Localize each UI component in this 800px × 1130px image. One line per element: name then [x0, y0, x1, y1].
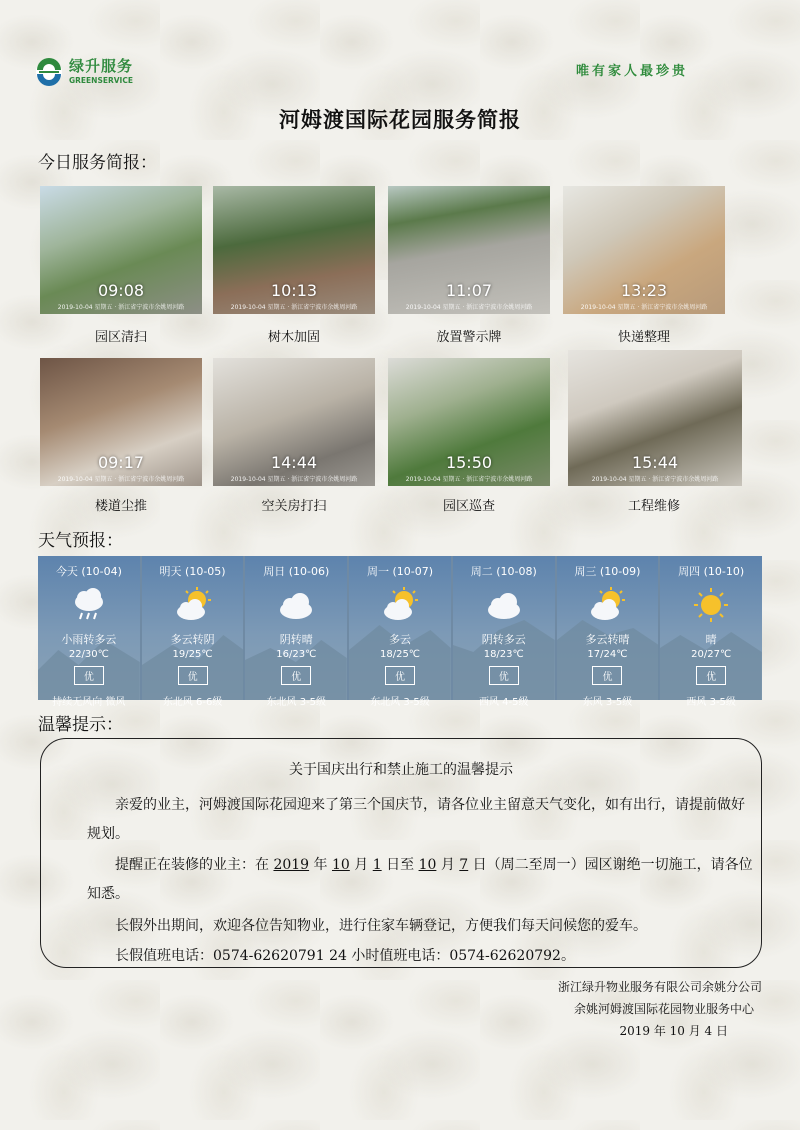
photo-corridor-mopping: [40, 358, 202, 486]
weather-day: [453, 556, 555, 708]
weather-wind: 东风 3-5级: [582, 697, 633, 708]
signature-date: 2019 年 10 月 4 日: [619, 1024, 728, 1038]
weather-wind: 东北风 3-5级: [370, 697, 430, 708]
photo-warning-sign: [388, 186, 550, 314]
weather-date: 周三 (10-09): [574, 565, 641, 578]
weather-temp: 16/23℃: [276, 649, 317, 660]
partly-cloudy-icon: [349, 585, 451, 625]
photo-vacant-room-cleaning: [213, 358, 375, 486]
photo-time: 09:17: [97, 453, 145, 472]
caption-park-cleaning: 园区清扫: [94, 330, 147, 345]
weather-day: [349, 556, 451, 708]
page-header: [0, 0, 800, 95]
slogan: 唯有家人最珍贵: [575, 64, 688, 79]
photo-time: 15:50: [445, 453, 493, 472]
photo-time: 14:44: [270, 453, 318, 472]
partly-cloudy-icon: [142, 585, 244, 625]
weather-aqi-badge: 优: [592, 666, 622, 685]
photo-stamp: 2019-10-04 星期五 · 浙江省宁波市余姚周河路: [405, 476, 533, 483]
notice-p2-text: 年: [313, 857, 328, 873]
rain-cloud-icon: [38, 585, 140, 625]
notice-paragraph-4: 长假值班电话：0574-62620791 24 小时值班电话：0574-62620792。: [115, 948, 575, 964]
caption-maintenance: 工程维修: [627, 499, 680, 514]
photo-time: 11:07: [445, 281, 493, 300]
weather-aqi-badge: 优: [696, 666, 726, 685]
notice-p2-month: 10: [418, 857, 437, 873]
photo-stamp: 2019-10-04 星期五 · 浙江省宁波市余姚周河路: [580, 304, 708, 311]
weather-day: [142, 556, 244, 708]
notice-p2-text: 日（周二至周一）园区谢绝一切施工，请各位知悉。: [87, 857, 753, 902]
photo-time: 13:23: [620, 281, 668, 300]
photo-tree-support: [213, 186, 375, 314]
weather-temp: 19/25℃: [172, 649, 213, 660]
photo-patrol: [388, 358, 550, 486]
notice-p2-day: 1: [372, 857, 382, 873]
weather-aqi-badge: 优: [385, 666, 415, 685]
weather-date: 周日 (10-06): [263, 565, 330, 578]
weather-date: 周四 (10-10): [678, 565, 745, 578]
weather-wind: 持续无风向 微风: [52, 697, 126, 708]
weather-day: [557, 556, 659, 708]
notice-p2-text: 提醒正在装修的业主：在: [115, 857, 269, 873]
notice-p2-text: 日至: [386, 857, 415, 873]
caption-warning-sign: 放置警示牌: [436, 330, 502, 345]
section-title-notice: 温馨提示：: [38, 715, 123, 735]
photo-time: 15:44: [631, 453, 679, 472]
weather-day: [245, 556, 347, 708]
notice-p2-month: 10: [332, 857, 350, 873]
weather-temp: 18/23℃: [483, 649, 524, 660]
sun-icon: [660, 585, 762, 625]
weather-date: 周二 (10-08): [470, 565, 537, 578]
weather-temp: 20/27℃: [691, 649, 732, 660]
section-title-today: 今日服务简报：: [38, 153, 157, 173]
weather-date: 周一 (10-07): [366, 565, 434, 578]
caption-corridor-mopping: 楼道尘推: [94, 499, 147, 514]
notice-paragraph-2: [87, 851, 757, 909]
caption-vacant-room-cleaning: 空关房打扫: [261, 499, 327, 514]
weather-temp: 18/25℃: [379, 649, 421, 660]
weather-desc: 多云转晴: [585, 633, 630, 646]
caption-parcel-sorting: 快递整理: [617, 330, 670, 345]
weather-wind: 东北风 6-6级: [162, 697, 223, 708]
weather-date: 明天 (10-05): [159, 565, 226, 578]
notice-p2-year: 2019: [273, 857, 310, 873]
weather-aqi-badge: 优: [281, 666, 311, 685]
notice-paragraph-1: 亲爱的业主，河姆渡国际花园迎来了第三个国庆节，请各位业主留意天气变化，如有出行，请提前做好规划。: [87, 797, 745, 842]
weather-aqi-badge: 优: [489, 666, 519, 685]
photo-park-cleaning: [40, 186, 202, 314]
logo-mark-icon: [35, 58, 63, 86]
signature-company: 浙江绿升物业服务有限公司余姚分公司: [557, 980, 762, 994]
weather-desc: 晴: [705, 633, 717, 646]
weather-wind: 东北风 3-5级: [266, 697, 327, 708]
photo-stamp: 2019-10-04 星期五 · 浙江省宁波市余姚周河路: [591, 476, 719, 483]
weather-aqi-badge: 优: [74, 666, 104, 685]
signature-center: 余姚河姆渡国际花园物业服务中心: [573, 1002, 754, 1016]
weather-desc: 阴转多云: [481, 633, 526, 646]
weather-desc: 多云转阴: [170, 633, 215, 646]
weather-desc: 小雨转多云: [61, 633, 117, 646]
weather-day: [660, 556, 762, 708]
photo-maintenance: [568, 350, 742, 486]
notice-box: [40, 738, 762, 968]
logo-cn-text: 绿升服务: [69, 57, 134, 76]
weather-temp: 22/30℃: [68, 649, 109, 660]
weather-forecast: [38, 556, 762, 708]
weather-temp: 17/24℃: [587, 649, 628, 660]
weather-aqi-badge: 优: [178, 666, 208, 685]
photo-parcel-sorting: [563, 186, 725, 314]
notice-p2-text: 月: [440, 857, 455, 873]
photo-stamp: 2019-10-04 星期五 · 浙江省宁波市余姚周河路: [57, 476, 185, 483]
photo-time: 09:08: [97, 281, 145, 300]
cloud-icon: [245, 585, 347, 625]
weather-date: 今天 (10-04): [55, 565, 122, 578]
weather-wind: 西风 3-5级: [686, 697, 736, 708]
partly-cloudy-icon: [557, 585, 659, 625]
page-title: 河姆渡国际花园服务简报: [279, 108, 521, 132]
photo-stamp: 2019-10-04 星期五 · 浙江省宁波市余姚周河路: [230, 304, 358, 311]
notice-p2-day: 7: [459, 857, 469, 873]
photo-time: 10:13: [270, 281, 318, 300]
notice-title: 关于国庆出行和禁止施工的温馨提示: [289, 762, 513, 778]
weather-desc: 阴转晴: [279, 633, 313, 646]
caption-patrol: 园区巡查: [442, 499, 495, 514]
logo-en-text: GREENSERVICE: [69, 76, 133, 86]
notice-p2-text: 月: [354, 857, 369, 873]
company-logo: [35, 58, 133, 86]
notice-paragraph-3: 长假外出期间，欢迎各位告知物业，进行住家车辆登记，方便我们每天问候您的爱车。: [115, 918, 647, 934]
caption-tree-support: 树木加固: [267, 330, 320, 345]
photo-stamp: 2019-10-04 星期五 · 浙江省宁波市余姚周河路: [57, 304, 185, 311]
photo-stamp: 2019-10-04 星期五 · 浙江省宁波市余姚周河路: [230, 476, 358, 483]
weather-day: [38, 556, 140, 708]
weather-desc: 多云: [389, 633, 412, 646]
photo-stamp: 2019-10-04 星期五 · 浙江省宁波市余姚周河路: [405, 304, 533, 311]
section-title-weather: 天气预报：: [38, 531, 123, 551]
weather-wind: 西风 4-5级: [478, 697, 529, 708]
cloud-icon: [453, 585, 555, 625]
